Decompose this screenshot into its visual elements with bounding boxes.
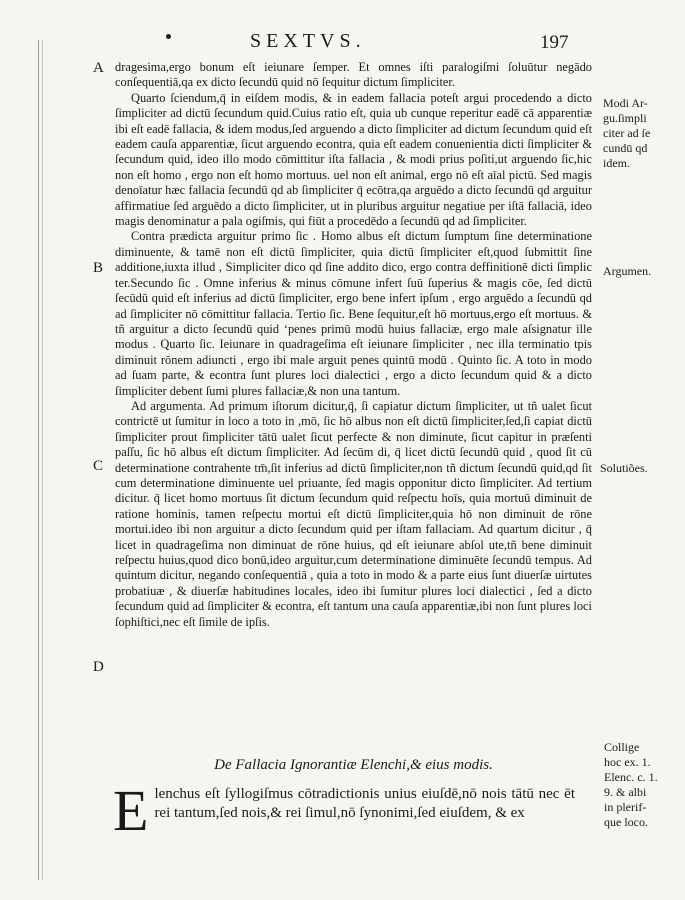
binding-rule <box>38 40 39 880</box>
paragraph: Ad argumenta. Ad primum iſtorum dicitur,q̄, ſi capiatur dictum ſimpliciter, ut tñ ualet ſicut contrictē ut ſumitur in loco a toto in ,mō, ſic hō albus non eſt dictū ſimpliciter,ſed,ſi capiat dictū ſimpliciter prout ſimpliciter tātū ualet ſicut perfecte & non diminute, ſicut capitur in præſenti paſſu, ſic hō albus eſt dictum ſimpliciter. Ad ſecūm di, q̄ licet dictū ſecundū quid , quod ſit cū determinatione contrahente tm̄,ſit inferius ad dictū ſimpliciter,non tñ dictum ſecundū quid,qd ſit cum determinatione diminuente uel priuante, ſed magis opponitur dicto ſimpliciter. Ad tertium dicitur. q̄ licet homo mortuus ſit dictum ſecundum quid reſpectu hoīs, quia mortuū diminuit de ratione hominis, tamen reſpectu mortui eſt dictū ſimpliciter,quia hō non diminuit de rōne mortui.ideo ibi non arguitur a dicto ſecundum quid per iſtam fallaciam. Ad quartum dicitur , q̄ licet in quadrageſima non diminuat de rōne huius, qd eſt ieiunare abſol ute,tñ bene diminuit reſpectu huius,quod dico bonū,ideo arguitur,cum determinatione diminuēte ſecundū tempus. Ad quintum dicitur, negando conſequentiā , quia a toto in modo & a parte eius ſunt diuerſæ uirtutes probatiuæ , & diuerſæ habitudines locales, ideo ibi ſumitur plures loci dialectici , ſed a dicto ſecundum quid ad ſimpliciter & econtra, eſt tantum una cauſa apparentiæ,ibi non ſunt plures loci ſophiſtici,nec eſt ſimile de ipſis. <box>115 398 592 629</box>
section-title: De Fallacia Ignorantiæ Elenchi,& eius modis. <box>214 757 493 773</box>
margin-letter-a: A <box>93 60 104 76</box>
side-note-modi: Modi Ar- gu.ſimpli citer ad ſe cundū qd idem. <box>603 96 651 170</box>
drop-cap: E <box>113 778 149 843</box>
final-paragraph <box>113 778 575 843</box>
ornament-dot <box>166 34 171 39</box>
running-head: SEXTVS. <box>250 30 366 52</box>
paragraph: Contra prædicta arguitur primo ſic . Homo albus eſt dictum ſumptum ſine determinatione diminuente, & tamē non eſt dictū ſimpliciter, quia dictū ſimpliciter eſt,quod ſubmittit ſine additione,iuxta illud , Simpliciter dico qd ſine addito dico, ergo contra deffinitionē dicti ſimplic ter.Secundo ſic . Omne inferius & minus cōmune infert ſuū ſuperius & magis cōe, ſed dictū ſecūdū quid eſt inferius ad dictū ſimpliciter, ergo bene infert ipſum , ergo arguēdo a ſecundū qd ad ſimpliciter nō cōmittitur fallacia. Tertio ſic. Bene ſequitur,eſt hō mortuus,ergo eſt mortuus. & tñ arguitur a dicto ſecundū quid ‘penes primū modū huius fallaciæ, ergo male aſsignatur ille modus . Quarto ſic. Ieiunare in quadrageſima eſt ieiunare ſimpliciter , nec illa terminatio tpis diminuit rōnem adiuncti , ergo ibi male arguit penes quintū modū . Quinto ſic. A toto in modo ad ſuam parte, & econtra ſunt plures loci dialectici , ergo a dicto ſecundum quid & a dicto ſimpliciter debent ſumi plures fallaciæ,& non una tantum. <box>115 229 592 398</box>
margin-letter-d: D <box>93 659 104 675</box>
side-note-solutiones: Solutiões. <box>600 461 648 475</box>
margin-letter-c: C <box>93 458 104 474</box>
page-number: 197 <box>540 32 569 53</box>
binding-rule-inner <box>42 40 43 880</box>
margin-letter-b: B <box>93 260 104 276</box>
side-note-collige: Collige hoc ex. 1. Elenc. c. 1. 9. & albi in plerif- que loco. <box>604 740 658 829</box>
main-text <box>115 60 592 630</box>
side-note-argumen: Argumen. <box>603 264 652 278</box>
final-paragraph-text: lenchus eſt ſyllogiſmus cōtradictionis unius eiuſdē,nō nois tātū nec ēt rei tantum,ſed nois,& rei ſimul,nō ſynonimi,ſed eiuſdem, & ex <box>154 786 575 821</box>
paragraph: Quarto ſciendum,q̄ in eiſdem modis, & in eadem fallacia poteſt argui procedendo a dicto ſimpliciter ad dictū ſecundum quid.Cuius ratio eſt, quia ub cunque reperitur eadē cā apparentiæ ibi eſt eadē fallacia, & idem modus,ſed arguendo a dicto ſimpliciter ad dictum ſecundum quid eſt eadem cauſa apparentiæ, ſicut arguendo econtra, quia eſt eadem conuenientia dicti ſimpliciter & ſecundum quid, ideo illo modo cōmittitur iſta fallacia , & modi prius poſiti,ut arguendo ſic,hic non eſt homo , ergo non eſt homo mortuus. uel non eſt animal, ergo nō eſt aīal pictū. Sed magis denoīatur hæc fallacia ſecundū qd ab ſimpliciter q̄ ecōtra,qa arguēdo a dicto ſecundū qd arguitur affirmatiue ſed arguēdo a dicto ſimpliciter, ut in pluribus arguitur negatiue per iſtā fallaciā, ideo magis denominatur a pala ogiſmis, qui fiūt a procedēdo a ſecundū qd ad ſimpliciter. <box>115 90 593 229</box>
paragraph: dragesima,ergo bonum eſt ieiunare ſemper. Et omnes iſti paralogiſmi ſoluūtur negādo conſequentiā,qa ex dicto ſecundū quid nō ſequitur dictum ſimpliciter. <box>115 60 592 90</box>
